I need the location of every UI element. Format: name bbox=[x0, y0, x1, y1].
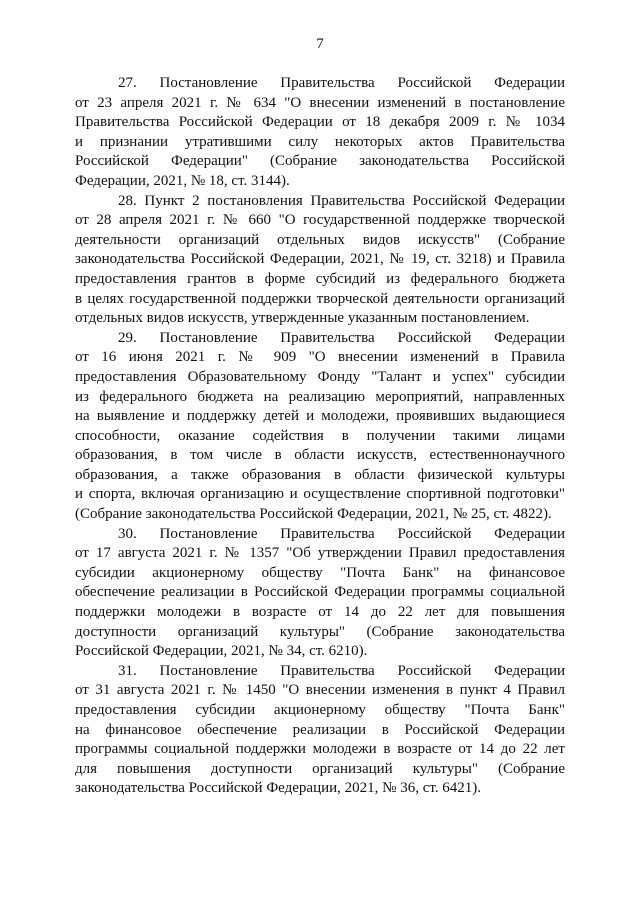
text-line: от 17 августа 2021 г. № 1357 "Об утверждении Правил предоставления bbox=[75, 545, 565, 562]
text-line: от 28 апреля 2021 г. № 660 "О государственной поддержке творческой bbox=[75, 212, 565, 229]
text-line: деятельности организаций отдельных видов искусств" (Собрание bbox=[75, 231, 565, 248]
text-line: законодательства Российской Федерации, 2021, № 19, ст. 3218) и Правила bbox=[75, 251, 565, 268]
text-line: из федерального бюджета на реализацию мероприятий, направленных bbox=[75, 388, 565, 405]
text-line: на финансовое обеспечение реализации в Российской Федерации bbox=[75, 721, 565, 738]
text-line: предоставления Образовательному Фонду "Талант и успех" субсидии bbox=[75, 368, 565, 385]
text-line: предоставления грантов в форме субсидий из федерального бюджета bbox=[75, 270, 565, 287]
text-line: обеспечение реализации в Российской Федерации программы социальной bbox=[75, 584, 565, 601]
paragraph-item-31 bbox=[75, 662, 565, 799]
paragraph-item-29 bbox=[75, 329, 565, 525]
document-body bbox=[75, 74, 565, 799]
paragraph-item-30 bbox=[75, 525, 565, 662]
text-line: и спорта, включая организацию и осуществление спортивной подготовки" bbox=[75, 486, 565, 503]
text-line: образования, а также образования в области физической культуры bbox=[75, 466, 565, 483]
text-line: и признании утратившими силу некоторых актов Правительства bbox=[75, 133, 565, 150]
text-line: Федерации, 2021, № 18, ст. 3144). bbox=[75, 172, 290, 189]
text-line: от 31 августа 2021 г. № 1450 "О внесении изменения в пункт 4 Правил bbox=[75, 682, 565, 699]
paragraph-item-28 bbox=[75, 192, 565, 329]
text-line: программы социальной поддержки молодежи в возрасте от 14 до 22 лет bbox=[75, 741, 565, 758]
text-line: предоставления субсидии акционерному обществу "Почта Банк" bbox=[75, 702, 565, 718]
text-line: 30. Постановление Правительства Российской Федерации bbox=[118, 525, 565, 542]
text-line: законодательства Российской Федерации, 2021, № 36, ст. 6421). bbox=[75, 780, 482, 797]
text-line: доступности организаций культуры" (Собрание законодательства bbox=[75, 623, 565, 640]
text-line: поддержки молодежи в возрасте от 14 до 22 лет для повышения bbox=[75, 604, 565, 621]
text-line: на выявление и поддержку детей и молодежи, проявивших выдающиеся bbox=[75, 408, 565, 425]
text-line: 27. Постановление Правительства Российской Федерации bbox=[118, 75, 565, 91]
text-line: Российской Федерации" (Собрание законодательства Российской bbox=[75, 153, 565, 170]
text-line: для повышения доступности организаций культуры" (Собрание bbox=[75, 760, 565, 777]
paragraph-item-27 bbox=[75, 74, 565, 192]
text-line: 29. Постановление Правительства Российской Федерации bbox=[118, 329, 565, 346]
text-line: субсидии акционерному обществу "Почта Банк" на финансовое bbox=[75, 564, 565, 581]
text-line: (Собрание законодательства Российской Федерации, 2021, № 25, ст. 4822). bbox=[75, 506, 552, 523]
text-line: в целях государственной поддержки творческой деятельности организаций bbox=[75, 290, 565, 307]
text-line: Правительства Российской Федерации от 18 декабря 2009 г. № 1034 bbox=[75, 114, 565, 131]
text-line: образования, в том числе в области искусств, естественнонаучного bbox=[75, 447, 565, 464]
text-line: 28. Пункт 2 постановления Правительства Российской Федерации bbox=[118, 192, 565, 209]
text-line: способности, оказание содействия в получении такими лицами bbox=[75, 427, 565, 444]
text-line: 31. Постановление Правительства Российской Федерации bbox=[118, 662, 565, 679]
text-line: от 16 июня 2021 г. № 909 "О внесении изменений в Правила bbox=[75, 349, 565, 366]
text-line: отдельных видов искусств, утвержденные указанным постановлением. bbox=[75, 310, 530, 327]
page-number: 7 bbox=[316, 36, 324, 52]
text-line: Российской Федерации, 2021, № 34, ст. 6210). bbox=[75, 643, 368, 660]
text-line: от 23 апреля 2021 г. № 634 "О внесении изменений в постановление bbox=[75, 94, 565, 111]
